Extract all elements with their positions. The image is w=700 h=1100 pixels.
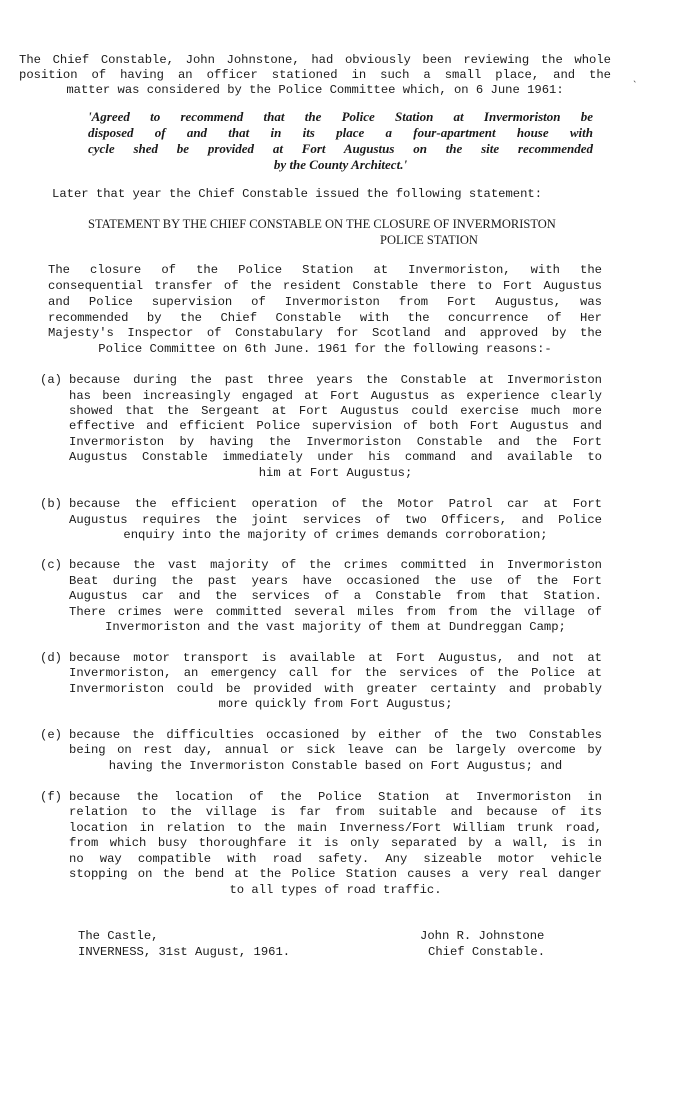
preamble-line: Police Committee on 6th June. 1961 for the following reasons:- bbox=[98, 342, 552, 356]
reason-line: Invermoriston and the vast majority of them at Dundreggan Camp; bbox=[105, 620, 566, 634]
reason-line: because the location of the Police Station at Invermoriston in bbox=[69, 790, 602, 804]
signoff-place: The Castle, bbox=[78, 929, 159, 943]
transition-text: Later that year the Chief Constable issued the following statement: bbox=[52, 187, 543, 201]
reason-line: Augustus requires the joint services of two Officers, and Police bbox=[69, 513, 602, 527]
preamble-line: consequential transfer of the resident Constable there to Fort Augustus bbox=[48, 279, 602, 293]
intro-line: position of having an officer stationed in such a small place, and the bbox=[19, 68, 611, 82]
reason-label: (b) bbox=[40, 497, 62, 511]
reason-label: (c) bbox=[40, 558, 62, 572]
quote-line: cycle shed be provided at Fort Augustus on the site recommended bbox=[88, 141, 593, 156]
reason-line: enquiry into the majority of crimes demands corroboration; bbox=[123, 528, 548, 542]
quote-line: disposed of and that in its place a four-apartment house with bbox=[88, 125, 593, 140]
reason-line: no way compatible with road safety. Any sizeable motor vehicle bbox=[69, 852, 602, 866]
reason-label: (f) bbox=[40, 790, 62, 804]
reason-line: stopping on the bend at the Police Station causes a very real danger bbox=[69, 867, 602, 881]
reason-line: There crimes were committed several miles from from the village of bbox=[69, 605, 602, 619]
heading-line: POLICE STATION bbox=[380, 233, 478, 247]
reason-line: having the Invermoriston Constable based on Fort Augustus; and bbox=[108, 759, 563, 773]
reason-line: being on rest day, annual or sick leave can be largely overcome by bbox=[69, 743, 602, 757]
reason-line: because the efficient operation of the Motor Patrol car at Fort bbox=[69, 497, 602, 511]
reason-line: to all types of road traffic. bbox=[229, 883, 442, 897]
reason-line: has been increasingly engaged at Fort Augustus as experience clearly bbox=[69, 389, 602, 403]
reason-label: (d) bbox=[40, 651, 62, 665]
intro-line: matter was considered by the Police Committee which, on 6 June 1961: bbox=[66, 83, 564, 97]
reason-line: because the vast majority of the crimes committed in Invermoriston bbox=[69, 558, 602, 572]
reason-line: relation to the village is far from suitable and because of its bbox=[69, 805, 602, 819]
reason-line: because motor transport is available at Fort Augustus, and not at bbox=[69, 651, 602, 665]
reason-line: from which busy thoroughfare it is only separated by a wall, is in bbox=[69, 836, 602, 850]
quote-line: by the County Architect.' bbox=[273, 157, 408, 172]
preamble-line: recommended by the Chief Constable with the concurrence of Her bbox=[48, 311, 602, 325]
stray-mark: ˎ bbox=[631, 70, 639, 84]
preamble-line: The closure of the Police Station at Invermoriston, with the bbox=[48, 263, 602, 277]
reason-line: him at Fort Augustus; bbox=[258, 466, 413, 480]
reason-line: location in relation to the main Inverness/Fort William trunk road, bbox=[69, 821, 602, 835]
reason-line: Invermoriston could be provided with greater certainty and probably bbox=[69, 682, 602, 696]
preamble-line: and Police supervision of Invermoriston from Fort Augustus, was bbox=[48, 295, 602, 309]
signatory-title: Chief Constable. bbox=[428, 945, 546, 959]
heading-line: STATEMENT BY THE CHIEF CONSTABLE ON THE CLOSURE OF INVERMORISTON bbox=[88, 217, 556, 231]
reason-line: Augustus car and the services of a Constable from that Station. bbox=[69, 589, 602, 603]
reason-label: (e) bbox=[40, 728, 62, 742]
reason-line: Invermoriston by having the Invermoriston Constable and the Fort bbox=[69, 435, 602, 449]
reason-line: more quickly from Fort Augustus; bbox=[218, 697, 453, 711]
reason-line: showed that the Sergeant at Fort Augustus could exercise much more bbox=[69, 404, 602, 418]
reason-line: because the difficulties occasioned by either of the two Constables bbox=[69, 728, 602, 742]
signatory-name: John R. Johnstone bbox=[420, 929, 545, 943]
reason-line: Augustus Constable immediately under his command and available to bbox=[69, 450, 602, 464]
reason-line: Invermoriston, an emergency call for the services of the Police at bbox=[69, 666, 602, 680]
quote-line: 'Agreed to recommend that the Police Station at Invermoriston be bbox=[88, 109, 593, 124]
reason-line: because during the past three years the Constable at Invermoriston bbox=[69, 373, 602, 387]
reason-label: (a) bbox=[40, 373, 62, 387]
reason-line: Beat during the past years have occasioned the use of the Fort bbox=[69, 574, 602, 588]
intro-line: The Chief Constable, John Johnstone, had obviously been reviewing the whole bbox=[19, 53, 611, 67]
preamble-line: Majesty's Inspector of Constabulary for Scotland and approved by the bbox=[48, 326, 602, 340]
signoff-date: INVERNESS, 31st August, 1961. bbox=[78, 945, 291, 959]
reason-line: effective and efficient Police supervision of both Fort Augustus and bbox=[69, 419, 602, 433]
